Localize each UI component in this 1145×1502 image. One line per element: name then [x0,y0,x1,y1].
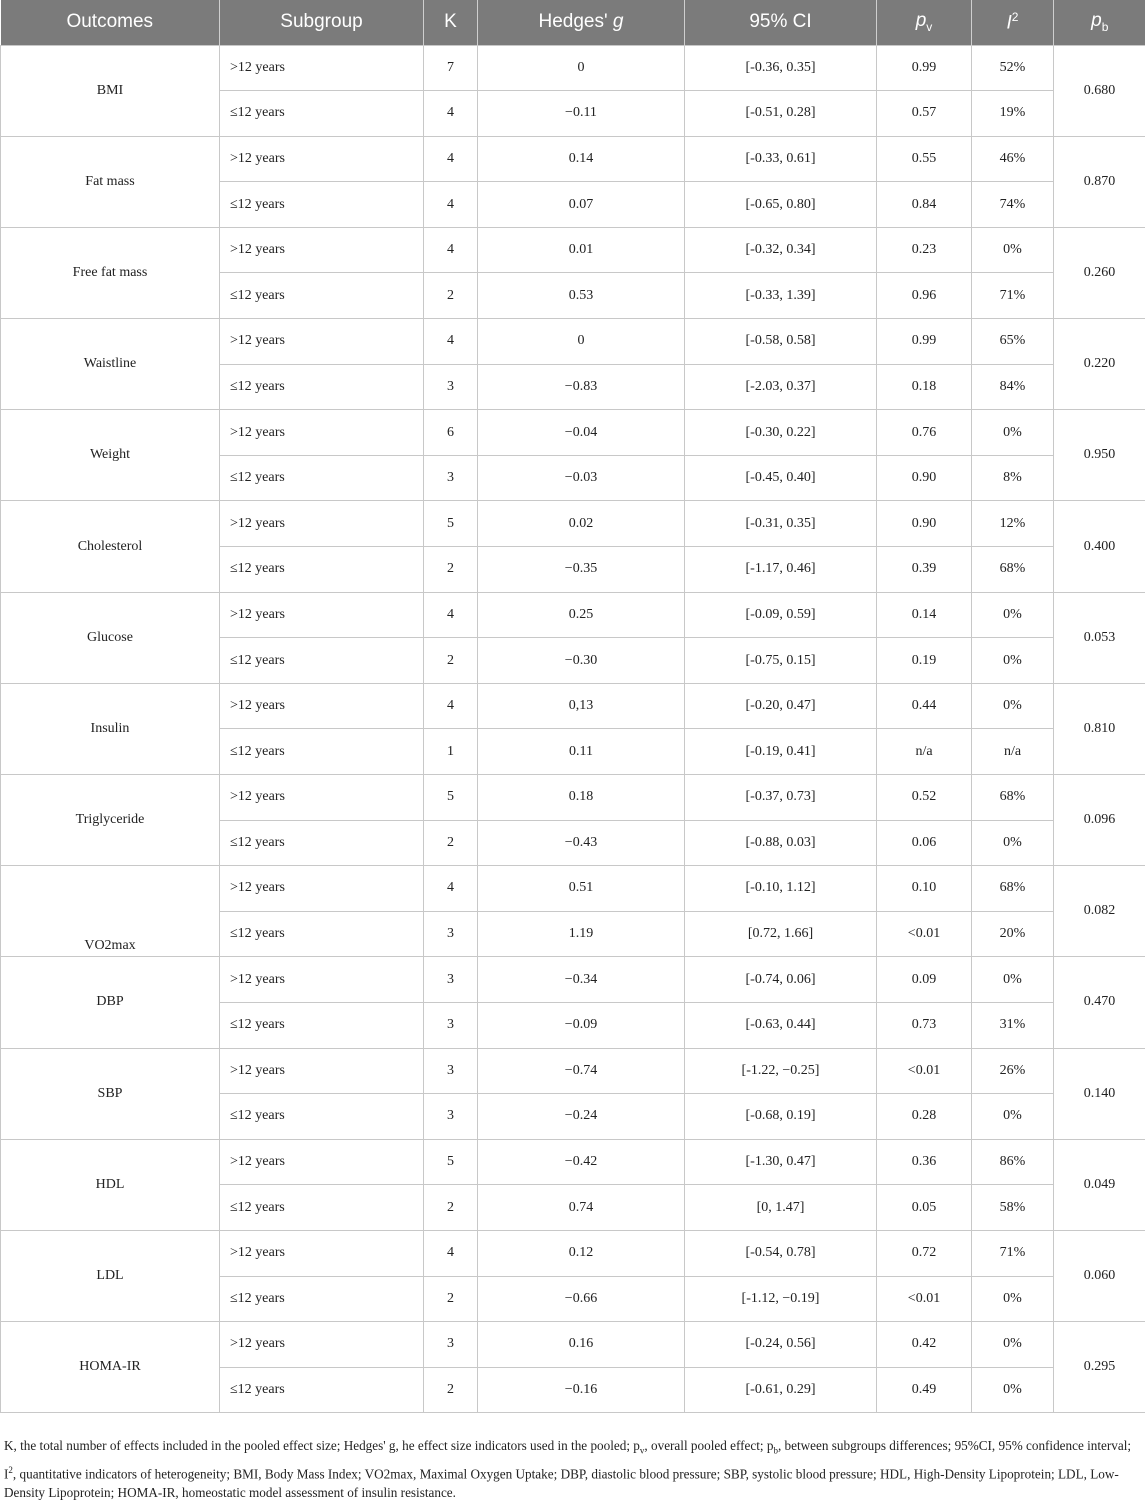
outcome-cell: Cholesterol [1,501,220,592]
hedges-g-cell: 0.25 [478,592,685,638]
k-cell: 3 [424,911,478,957]
k-cell: 4 [424,227,478,273]
k-cell: 4 [424,136,478,182]
pv-cell: 0.39 [877,547,972,593]
i2-cell: 0% [972,1276,1054,1322]
hedges-g-cell: 0,13 [478,683,685,729]
subgroup-cell: ≤12 years [220,1094,424,1140]
i2-cell: 58% [972,1185,1054,1231]
table-row [1,1048,1145,1094]
pv-cell: 0.06 [877,820,972,866]
i2-cell: 8% [972,455,1054,501]
table-row [1,410,1145,456]
outcome-cell: DBP [1,957,220,1048]
ci-cell: [-0.45, 0.40] [685,455,877,501]
ci-cell: [-0.24, 0.56] [685,1322,877,1368]
ci-cell: [-0.30, 0.22] [685,410,877,456]
header-i2-symbol: I [1007,12,1012,33]
table-row [1,683,1145,729]
pv-cell: 0.49 [877,1367,972,1413]
pv-cell: 0.23 [877,227,972,273]
outcome-cell: VO2max [1,866,220,957]
pb-cell: 0.220 [1054,319,1145,410]
pb-cell: 0.082 [1054,866,1145,957]
ci-cell: [-0.36, 0.35] [685,45,877,91]
ci-cell: [-0.10, 1.12] [685,866,877,912]
table-body [1,45,1145,1413]
header-pb-symbol: p [1091,10,1102,31]
table-header [1,0,1145,45]
hedges-g-cell: 0.02 [478,501,685,547]
outcome-cell: Waistline [1,319,220,410]
pb-cell: 0.680 [1054,45,1145,136]
i2-cell: 0% [972,1322,1054,1368]
i2-cell: 0% [972,227,1054,273]
ci-cell: [-0.32, 0.34] [685,227,877,273]
hedges-g-cell: 0.01 [478,227,685,273]
pb-cell: 0.260 [1054,227,1145,318]
pv-cell: 0.99 [877,45,972,91]
pv-cell: 0.90 [877,501,972,547]
header-i2 [972,0,1054,45]
table-row [1,775,1145,821]
k-cell: 3 [424,1322,478,1368]
header-k-label: K [444,11,457,32]
pv-cell: <0.01 [877,1048,972,1094]
outcome-cell: Weight [1,410,220,501]
ci-cell: [-0.58, 0.58] [685,319,877,365]
table-row [1,45,1145,91]
header-pv-symbol: p [916,10,927,31]
hedges-g-cell: −0.83 [478,364,685,410]
pv-cell: 0.72 [877,1230,972,1276]
k-cell: 4 [424,182,478,228]
subgroup-cell: ≤12 years [220,547,424,593]
k-cell: 3 [424,364,478,410]
pb-cell: 0.140 [1054,1048,1145,1139]
ci-cell: [-0.54, 0.78] [685,1230,877,1276]
header-subgroup-label: Subgroup [280,11,362,32]
subgroup-cell: >12 years [220,957,424,1003]
k-cell: 3 [424,1094,478,1140]
outcome-cell: BMI [1,45,220,136]
subgroup-cell: >12 years [220,866,424,912]
ci-cell: [-0.63, 0.44] [685,1002,877,1048]
ci-cell: [-0.37, 0.73] [685,775,877,821]
i2-cell: 0% [972,410,1054,456]
ci-cell: [-2.03, 0.37] [685,364,877,410]
hedges-g-cell: 0.74 [478,1185,685,1231]
i2-cell: 0% [972,592,1054,638]
k-cell: 7 [424,45,478,91]
outcome-cell: Fat mass [1,136,220,227]
header-outcomes-label: Outcomes [66,11,153,32]
pv-cell: 0.55 [877,136,972,182]
i2-cell: 52% [972,45,1054,91]
table-row [1,866,1145,912]
pb-cell: 0.060 [1054,1230,1145,1321]
subgroup-cell: >12 years [220,136,424,182]
hedges-g-cell: −0.30 [478,638,685,684]
ci-cell: [-0.20, 0.47] [685,683,877,729]
table-row [1,501,1145,547]
outcome-cell: Glucose [1,592,220,683]
subgroup-cell: ≤12 years [220,91,424,137]
pv-cell: <0.01 [877,1276,972,1322]
ci-cell: [-1.22, −0.25] [685,1048,877,1094]
subgroup-cell: ≤12 years [220,455,424,501]
k-cell: 6 [424,410,478,456]
header-hedges-g-symbol: g [613,11,624,32]
subgroup-cell: >12 years [220,683,424,729]
i2-cell: 71% [972,273,1054,319]
i2-cell: 0% [972,820,1054,866]
ci-cell: [0, 1.47] [685,1185,877,1231]
k-cell: 2 [424,1185,478,1231]
hedges-g-cell: 0 [478,45,685,91]
pb-cell: 0.049 [1054,1139,1145,1230]
pv-cell: 0.57 [877,91,972,137]
subgroup-cell: ≤12 years [220,364,424,410]
ci-cell: [-1.30, 0.47] [685,1139,877,1185]
hedges-g-cell: 0.16 [478,1322,685,1368]
i2-cell: 86% [972,1139,1054,1185]
i2-cell: 68% [972,547,1054,593]
table-row [1,227,1145,273]
footnote-text: , quantitative indicators of heterogeneity; BMI, Body Mass Index; VO2max, Maximal Oxygen Uptake; DBP, diastolic blood pressure; SBP, systolic blood pressure; HDL, High-Density Lipoprotein; LDL, Low-Density Lipoprotein; HOMA-IR, homeostatic model assessment of insulin resistance. [4,1466,1119,1500]
k-cell: 5 [424,1139,478,1185]
hedges-g-cell: −0.42 [478,1139,685,1185]
subgroup-cell: >12 years [220,501,424,547]
k-cell: 2 [424,1367,478,1413]
hedges-g-cell: 0 [478,319,685,365]
k-cell: 4 [424,1230,478,1276]
header-pb-subscript: b [1102,20,1109,34]
outcome-cell: Free fat mass [1,227,220,318]
pv-cell: 0.36 [877,1139,972,1185]
i2-cell: 46% [972,136,1054,182]
pv-cell: 0.73 [877,1002,972,1048]
outcome-cell: HDL [1,1139,220,1230]
k-cell: 5 [424,501,478,547]
header-ci [685,0,877,45]
i2-cell: 0% [972,683,1054,729]
hedges-g-cell: −0.34 [478,957,685,1003]
k-cell: 4 [424,683,478,729]
i2-cell: 26% [972,1048,1054,1094]
subgroup-cell: ≤12 years [220,1002,424,1048]
table-row [1,1322,1145,1368]
pv-cell: 0.44 [877,683,972,729]
outcome-cell: Insulin [1,683,220,774]
pv-cell: 0.09 [877,957,972,1003]
ci-cell: [-0.75, 0.15] [685,638,877,684]
header-row [1,0,1145,45]
hedges-g-cell: 0.14 [478,136,685,182]
subgroup-cell: ≤12 years [220,1367,424,1413]
header-hedges-g [478,0,685,45]
subgroup-cell: ≤12 years [220,182,424,228]
table-row [1,957,1145,1003]
i2-cell: 71% [972,1230,1054,1276]
subgroup-cell: ≤12 years [220,638,424,684]
hedges-g-cell: 0.53 [478,273,685,319]
outcome-cell: HOMA-IR [1,1322,220,1413]
i2-cell: 68% [972,866,1054,912]
hedges-g-cell: −0.66 [478,1276,685,1322]
i2-cell: 31% [972,1002,1054,1048]
hedges-g-cell: 0.11 [478,729,685,775]
pv-cell: 0.10 [877,866,972,912]
k-cell: 2 [424,1276,478,1322]
table-row [1,592,1145,638]
i2-cell: 65% [972,319,1054,365]
k-cell: 3 [424,455,478,501]
footnote-text: , overall pooled effect; p [644,1438,773,1453]
footnote-text: K, the total number of effects included in the pooled effect size; Hedges' g, he effect size indicators used in the pooled; p [4,1438,640,1453]
header-hedges-label: Hedges' [539,11,608,32]
table-row [1,1139,1145,1185]
ci-cell: [-0.74, 0.06] [685,957,877,1003]
hedges-g-cell: −0.35 [478,547,685,593]
pv-cell: 0.96 [877,273,972,319]
hedges-g-cell: −0.04 [478,410,685,456]
hedges-g-cell: 0.12 [478,1230,685,1276]
pv-cell: <0.01 [877,911,972,957]
subgroup-cell: ≤12 years [220,1276,424,1322]
header-pb [1054,0,1145,45]
subgroup-cell: ≤12 years [220,820,424,866]
k-cell: 4 [424,866,478,912]
ci-cell: [-0.65, 0.80] [685,182,877,228]
pb-cell: 0.053 [1054,592,1145,683]
outcome-cell: SBP [1,1048,220,1139]
header-i2-superscript: 2 [1012,10,1019,24]
footnote-superscript: 2 [8,1465,13,1475]
pv-cell: 0.76 [877,410,972,456]
table-row [1,136,1145,182]
footnote-text: , between subgroups differences; 95%CI, 95% confidence interval; I [4,1438,1131,1481]
i2-cell: 84% [972,364,1054,410]
pb-cell: 0.950 [1054,410,1145,501]
header-pv [877,0,972,45]
i2-cell: 0% [972,1094,1054,1140]
pb-cell: 0.810 [1054,683,1145,774]
i2-cell: 20% [972,911,1054,957]
pv-cell: 0.84 [877,182,972,228]
k-cell: 2 [424,547,478,593]
i2-cell: 74% [972,182,1054,228]
header-subgroup [220,0,424,45]
subgroup-cell: >12 years [220,227,424,273]
i2-cell: 19% [972,91,1054,137]
subgroup-cell: >12 years [220,1322,424,1368]
ci-cell: [-0.88, 0.03] [685,820,877,866]
subgroup-cell: >12 years [220,1048,424,1094]
pv-cell: 0.99 [877,319,972,365]
k-cell: 2 [424,273,478,319]
subgroup-cell: >12 years [220,1230,424,1276]
pv-cell: 0.52 [877,775,972,821]
k-cell: 5 [424,775,478,821]
k-cell: 4 [424,319,478,365]
k-cell: 4 [424,91,478,137]
pv-cell: 0.19 [877,638,972,684]
i2-cell: 0% [972,638,1054,684]
ci-cell: [-0.61, 0.29] [685,1367,877,1413]
k-cell: 2 [424,820,478,866]
pv-cell: 0.18 [877,364,972,410]
pb-cell: 0.096 [1054,775,1145,866]
hedges-g-cell: 0.51 [478,866,685,912]
k-cell: 1 [424,729,478,775]
subgroup-cell: >12 years [220,592,424,638]
pv-cell: 0.28 [877,1094,972,1140]
pb-cell: 0.470 [1054,957,1145,1048]
subgroup-cell: >12 years [220,410,424,456]
subgroup-cell: >12 years [220,45,424,91]
ci-cell: [-1.17, 0.46] [685,547,877,593]
ci-cell: [-0.33, 0.61] [685,136,877,182]
subgroup-cell: >12 years [220,319,424,365]
subgroup-cell: ≤12 years [220,911,424,957]
hedges-g-cell: 0.18 [478,775,685,821]
subgroup-cell: ≤12 years [220,1185,424,1231]
pb-cell: 0.295 [1054,1322,1145,1413]
pv-cell: 0.90 [877,455,972,501]
hedges-g-cell: −0.11 [478,91,685,137]
pb-cell: 0.400 [1054,501,1145,592]
k-cell: 4 [424,592,478,638]
k-cell: 2 [424,638,478,684]
header-outcomes [1,0,220,45]
i2-cell: n/a [972,729,1054,775]
ci-cell: [-0.51, 0.28] [685,91,877,137]
ci-cell: [-0.19, 0.41] [685,729,877,775]
i2-cell: 12% [972,501,1054,547]
footnote-subscript: v [640,1446,645,1456]
pv-cell: 0.05 [877,1185,972,1231]
header-k [424,0,478,45]
hedges-g-cell: −0.24 [478,1094,685,1140]
table-footnote [4,1436,1139,1502]
hedges-g-cell: 0.07 [478,182,685,228]
k-cell: 3 [424,957,478,1003]
outcome-cell: LDL [1,1230,220,1321]
ci-cell: [-0.68, 0.19] [685,1094,877,1140]
pb-cell: 0.870 [1054,136,1145,227]
i2-cell: 0% [972,957,1054,1003]
hedges-g-cell: −0.03 [478,455,685,501]
pv-cell: 0.14 [877,592,972,638]
hedges-g-cell: −0.74 [478,1048,685,1094]
k-cell: 3 [424,1048,478,1094]
subgroup-cell: >12 years [220,775,424,821]
subgroup-cell: ≤12 years [220,273,424,319]
table-row [1,1230,1145,1276]
i2-cell: 68% [972,775,1054,821]
ci-cell: [-0.09, 0.59] [685,592,877,638]
k-cell: 3 [424,1002,478,1048]
table-row [1,319,1145,365]
hedges-g-cell: −0.09 [478,1002,685,1048]
ci-cell: [-0.31, 0.35] [685,501,877,547]
footnote-subscript: b [773,1446,778,1456]
header-ci-label: 95% CI [749,11,811,32]
header-pv-subscript: v [926,20,932,34]
pv-cell: n/a [877,729,972,775]
hedges-g-cell: 1.19 [478,911,685,957]
pv-cell: 0.42 [877,1322,972,1368]
ci-cell: [0.72, 1.66] [685,911,877,957]
ci-cell: [-0.33, 1.39] [685,273,877,319]
i2-cell: 0% [972,1367,1054,1413]
subgroup-cell: >12 years [220,1139,424,1185]
ci-cell: [-1.12, −0.19] [685,1276,877,1322]
outcome-cell: Triglyceride [1,775,220,866]
hedges-g-cell: −0.16 [478,1367,685,1413]
hedges-g-cell: −0.43 [478,820,685,866]
subgroup-cell: ≤12 years [220,729,424,775]
